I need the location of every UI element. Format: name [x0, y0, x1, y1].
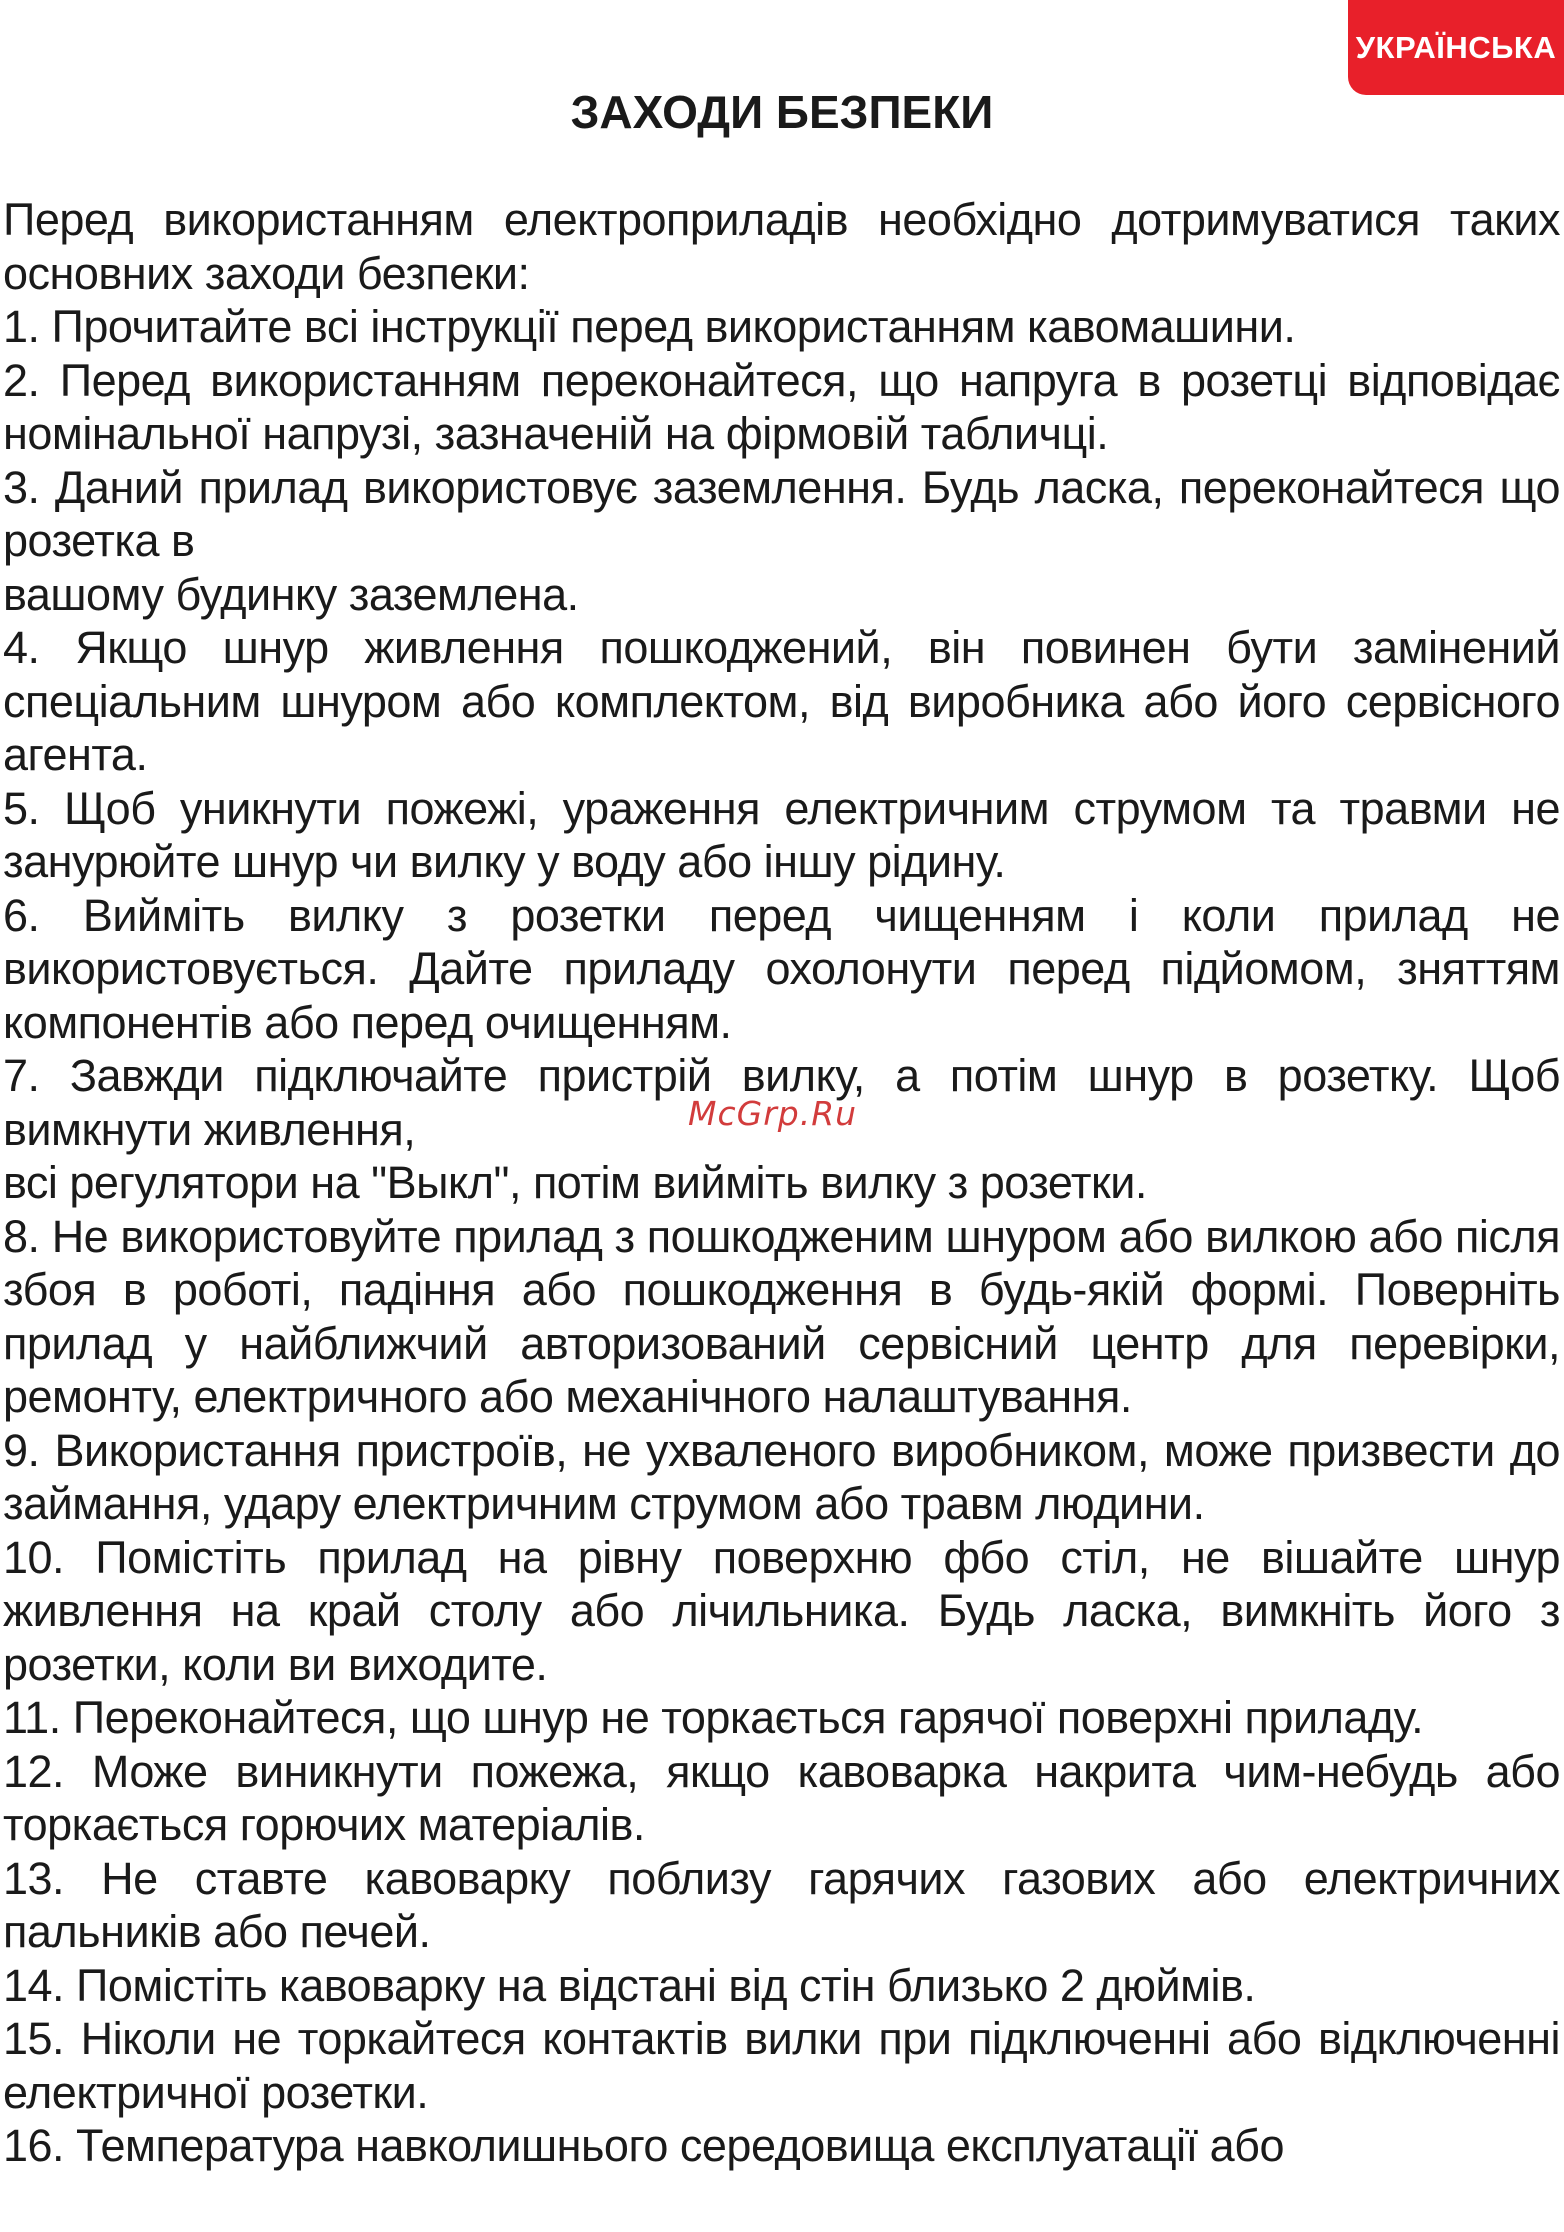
instruction-item-12: 12. Може виникнути пожежа, якщо кавоварка накрита чим-небудь або торкається горючих матеріалів.: [3, 1745, 1560, 1850]
instruction-item-15: 15. Ніколи не торкайтеся контактів вилки при підключенні або відключенні електричної розетки.: [3, 2013, 1560, 2118]
instruction-item-11: 11. Переконайтеся, що шнур не торкається гарячої поверхні приладу.: [3, 1692, 1424, 1743]
instruction-item-3-part-1: 3. Даний прилад використовує заземлення. Будь ласка, переконайтеся що розетка в: [3, 461, 1560, 566]
intro-paragraph: Перед використанням електроприладів необхідно дотримуватися таких основних заходи безпеки:: [3, 194, 1560, 299]
page-title: ЗАХОДИ БЕЗПЕКИ: [570, 86, 994, 138]
instruction-item-6: 6. Вийміть вилку з розетки перед чищенням і коли прилад не використовується. Дайте приладу охолонути перед підйомом, зняттям компонентів або перед очищенням.: [3, 889, 1560, 1048]
instruction-item-14: 14. Помістіть кавоварку на відстані від стін близько 2 дюймів.: [3, 1959, 1256, 2011]
instruction-item-3-part-2: вашому будинку заземлена.: [3, 568, 579, 620]
instruction-item-10: 10. Помістіть прилад на рівну поверхню фбо стіл, не вішайте шнур живлення на край столу або лічильника. Будь ласка, вимкніть його з розетки, коли ви виходите.: [3, 1531, 1560, 1690]
safety-instructions: [3, 193, 1560, 2173]
instruction-item-8: 8. Не використовуйте прилад з пошкодженим шнуром або вилкою або після збоя в роботі, падіння або пошкодження в будь-якій формі. Поверніть прилад у найближчий авторизований сервісний центр для перевірки, ремонту, електричного або механічного налаштування.: [3, 1210, 1560, 1422]
instruction-item-4: 4. Якщо шнур живлення пошкоджений, він повинен бути замінений спеціальним шнуром або комплектом, від виробника або його сервісного агента.: [3, 622, 1560, 780]
watermark: McGrp.Ru: [688, 1094, 858, 1133]
instruction-item-9: 9. Використання пристроїв, не ухваленого виробником, може призвести до займання, удару електричним струмом або травм людини.: [3, 1424, 1560, 1529]
instruction-item-2: 2. Перед використанням переконайтеся, що напруга в розетці відповідає номінальної напрузі, зазначеній на фірмовій табличці.: [3, 354, 1560, 459]
instruction-item-16: 16. Температура навколишнього середовища експлуатації або: [3, 2120, 1284, 2171]
language-badge-label: УКРАЇНСЬКА: [1355, 29, 1557, 65]
instruction-item-13: 13. Не ставте кавоварку поблизу гарячих газових або електричних пальників або печей.: [3, 1852, 1560, 1957]
instruction-item-1: 1. Прочитайте всі інструкції перед використанням кавомашини.: [3, 301, 1296, 352]
instruction-item-7-part-2: всі регулятори на "Выкл", потім вийміть вилку з розетки.: [3, 1157, 1147, 1208]
instruction-item-7-part-1: 7. Завжди підключайте пристрій вилку, а потім шнур в розетку. Щоб вимкнути живлення,: [3, 1050, 1560, 1155]
instruction-item-5: 5. Щоб уникнути пожежі, ураження електричним струмом та травми не занурюйте шнур чи вилку у воду або іншу рідину.: [3, 782, 1560, 887]
